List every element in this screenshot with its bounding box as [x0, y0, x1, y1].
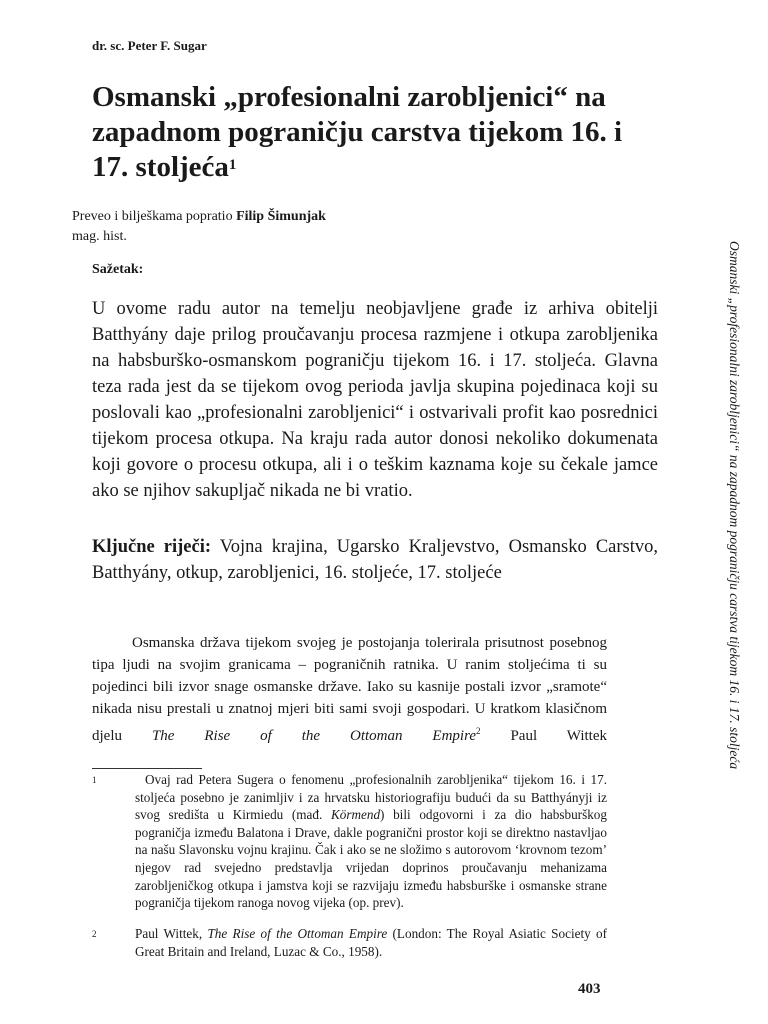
title-text: Osmanski „profesionalni zarobljenici“ na zapadnom pograničju carstva tijekom 16. i 17. stoljeća: [92, 81, 623, 183]
footnote-1: [135, 771, 607, 912]
keywords-text: Vojna krajina, Ugarsko Kraljevstvo, Osmansko Carstvo, Batthyány, otkup, zarobljenici, 16. stoljeće, 17. stoljeće: [92, 537, 658, 583]
footnote-divider: [92, 768, 202, 769]
translator-degree: mag. hist.: [72, 229, 127, 244]
translator-credit: [72, 207, 326, 247]
footnote-2-number: 2: [92, 929, 97, 939]
author-name: dr. sc. Peter F. Sugar: [92, 38, 207, 53]
footnote-2-text-before: Paul Wittek,: [135, 926, 208, 941]
footnote-2-text-after: (London: The Royal Asiatic Society of Great Britain and Ireland, Luzac & Co., 1958).: [135, 926, 607, 959]
article-title: [92, 80, 652, 185]
abstract-text: U ovome radu autor na temelju neobjavljene građe iz arhiva obitelji Batthyány daje prilog proučavanju procesa razmjene i otkupa zarobljenika na habsburško-osmanskom pograničju tijekom 16. i 17. stoljeća. Glavna teza rada jest da se tijekom ovog perioda javlja skupina pojedinaca koji su poslovali kao „profesionalni zarobljenici“ i ostvarivali profit kao posrednici tijekom procesa otkupa. Na kraju rada autor donosi nekoliko dokumenata koji govore o procesu otkupa, ali i o teškim kaznama koje su čekale jamce ako se njihov sakupljač nikada ne bi vratio.: [92, 299, 658, 501]
page-number: 403: [578, 981, 601, 997]
translator-name: Filip Šimunjak: [236, 209, 326, 224]
body-text-before: Osmanska država tijekom svojeg je postojanja tolerirala prisutnost posebnog tipa ljudi na svojim granicama – pograničnih ratnika. U ranim stoljećima ti su pojedinci bili izvor snage osmanske države. Iako su kasnije postali izvor „sramote“ nikada nisu prestali u znatnoj mjeri biti sami svoji gospodari. U kratkom klasičnom djelu: [92, 635, 607, 744]
translator-prefix: Preveo i bilješkama popratio: [72, 209, 237, 224]
body-footnote-mark[interactable]: 2: [476, 726, 481, 736]
body-book-title: The Rise of the Ottoman Empire: [151, 728, 477, 744]
footnote-1-italic: Körmend: [330, 807, 381, 823]
body-text-after: Paul Wittek: [480, 728, 607, 744]
running-head: Osmanski „profesionalni zarobljenici“ na zapadnom pograničju carstva tijekom 16. i 17. stoljeća: [727, 241, 742, 770]
footnote-2: [135, 925, 607, 960]
keywords: [92, 534, 658, 586]
title-footnote-mark[interactable]: 1: [228, 157, 237, 173]
footnote-1-text-after: ) bili odgovorni i za dio habsburškog pograničja između Balatona i Drave, dakle pogranični prostor koji se direktno nastavljao na našu Slavonsku vojnu krajinu. Čak i ako se ne složimo s autorovom ‘krovnom tezom’ njegov rad svejedno predstavlja vrijedan doprinos proučavanju mehanizama zarobljeničkog otkupa i jamstva koji se razvijaju između habsburške i osmanske strane pograničja tijekom ranoga novog vijeka (op. prev).: [135, 807, 607, 911]
body-paragraph: [92, 632, 607, 747]
abstract-label: Sažetak:: [92, 262, 144, 277]
footnote-1-number: 1: [92, 775, 97, 785]
footnote-1-text-before: Ovaj rad Petera Sugera o fenomenu „profesionalnih zarobljenika“ tijekom 16. i 17. stoljeća posebno je zanimljiv i za hrvatsku historiografiju budući da su Batthyányji iz svog središta u Kirmiedu (mađ.: [135, 772, 607, 823]
keywords-label: Ključne riječi:: [92, 537, 212, 557]
footnote-2-italic: The Rise of the Ottoman Empire: [207, 926, 388, 941]
